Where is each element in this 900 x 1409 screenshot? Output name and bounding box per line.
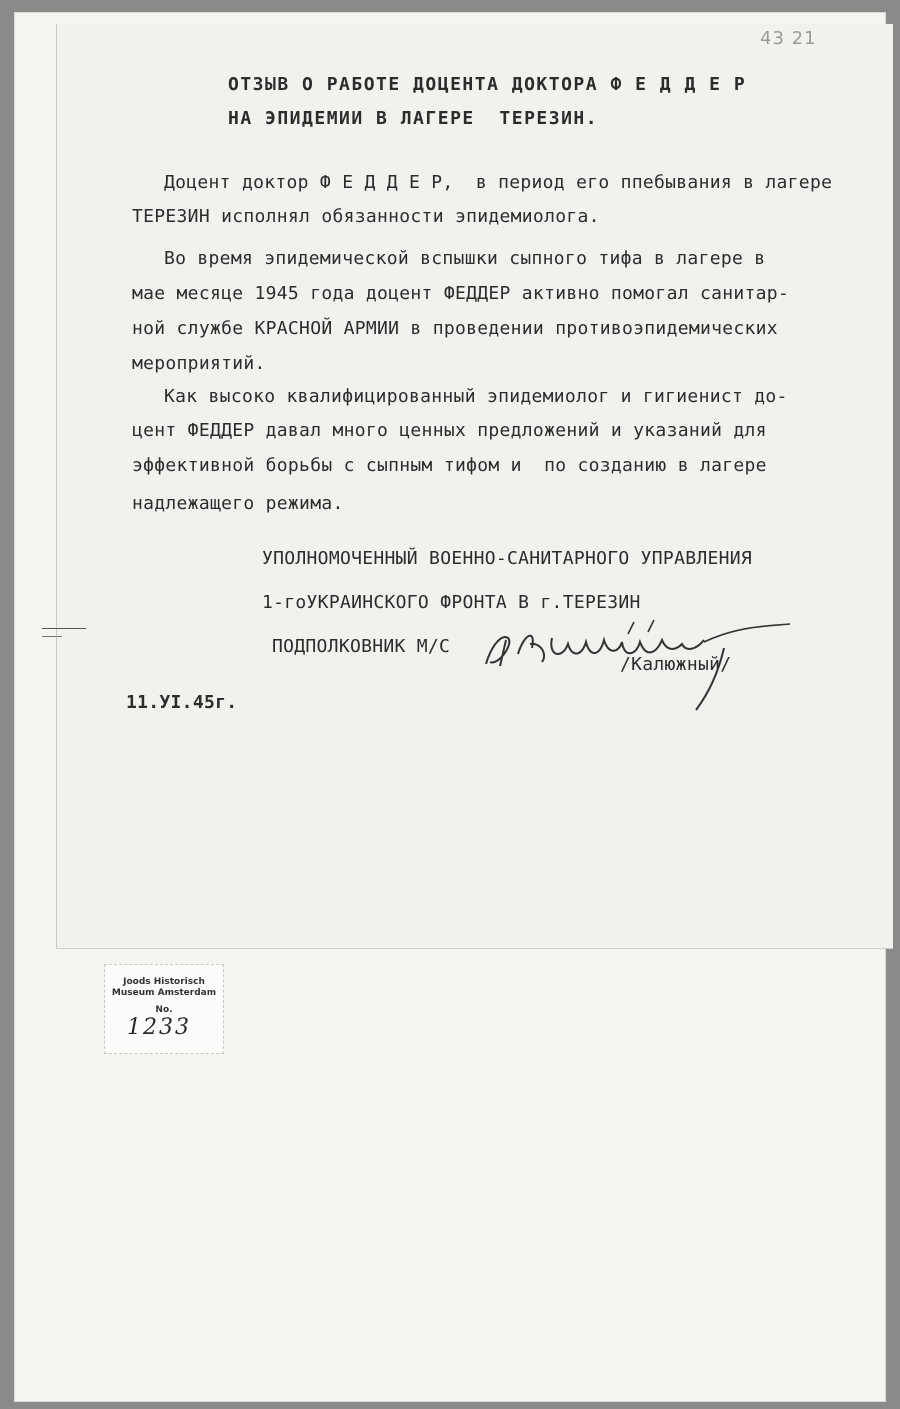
museum-name-line-2: Museum Amsterdam (111, 988, 217, 998)
handwritten-signature (478, 604, 798, 714)
signatory-title-line-2: 1-гоУКРАИНСКОГО ФРОНТА В г.ТЕРЕЗИН (262, 592, 641, 613)
document-date: 11.УI.45г. (126, 692, 238, 713)
museum-no-label: No. (155, 1005, 173, 1015)
museum-inventory-number: 1233 (127, 1015, 191, 1040)
title-line-1: ОТЗЫВ О РАБОТЕ ДОЦЕНТА ДОКТОРА Ф Е Д Д Е Р (228, 74, 747, 95)
body-line: надлежащего режима. (132, 493, 344, 514)
body-line: Доцент доктор Ф Е Д Д Е Р, в период его ппебывания в лагере (164, 172, 833, 193)
signatory-title-line-1: УПОЛНОМОЧЕННЫЙ ВОЕННО-САНИТАРНОГО УПРАВЛЕНИЯ (262, 548, 753, 569)
museum-inventory-label (104, 964, 224, 1054)
margin-mark (42, 628, 86, 629)
body-line: ной службе КРАСНОЙ АРМИИ в проведении противоэпидемических (132, 318, 778, 339)
signatory-name: /Калюжный/ (620, 654, 732, 675)
typed-page (56, 24, 893, 949)
body-line: мероприятий. (132, 353, 266, 374)
signatory-rank: ПОДПОЛКОВНИК М/С (272, 636, 451, 657)
body-line: мае месяце 1945 года доцент ФЕДДЕР активно помогал санитар- (132, 283, 790, 304)
body-line: Как высоко квалифицированный эпидемиолог и гигиенист до- (164, 386, 788, 407)
body-line: Во время эпидемической вспышки сыпного тифа в лагере в (164, 248, 766, 269)
museum-name-line-1: Joods Historisch (123, 977, 205, 987)
title-line-2: НА ЭПИДЕМИИ В ЛАГЕРЕ ТЕРЕЗИН. (228, 108, 599, 129)
archive-number: 43 21 (760, 28, 817, 49)
body-line: цент ФЕДДЕР давал много ценных предложений и указаний для (132, 420, 767, 441)
margin-mark (42, 636, 62, 637)
body-line: ТЕРЕЗИН исполнял обязанности эпидемиолога. (132, 206, 600, 227)
body-line: эффективной борьбы с сыпным тифом и по созданию в лагере (132, 455, 767, 476)
